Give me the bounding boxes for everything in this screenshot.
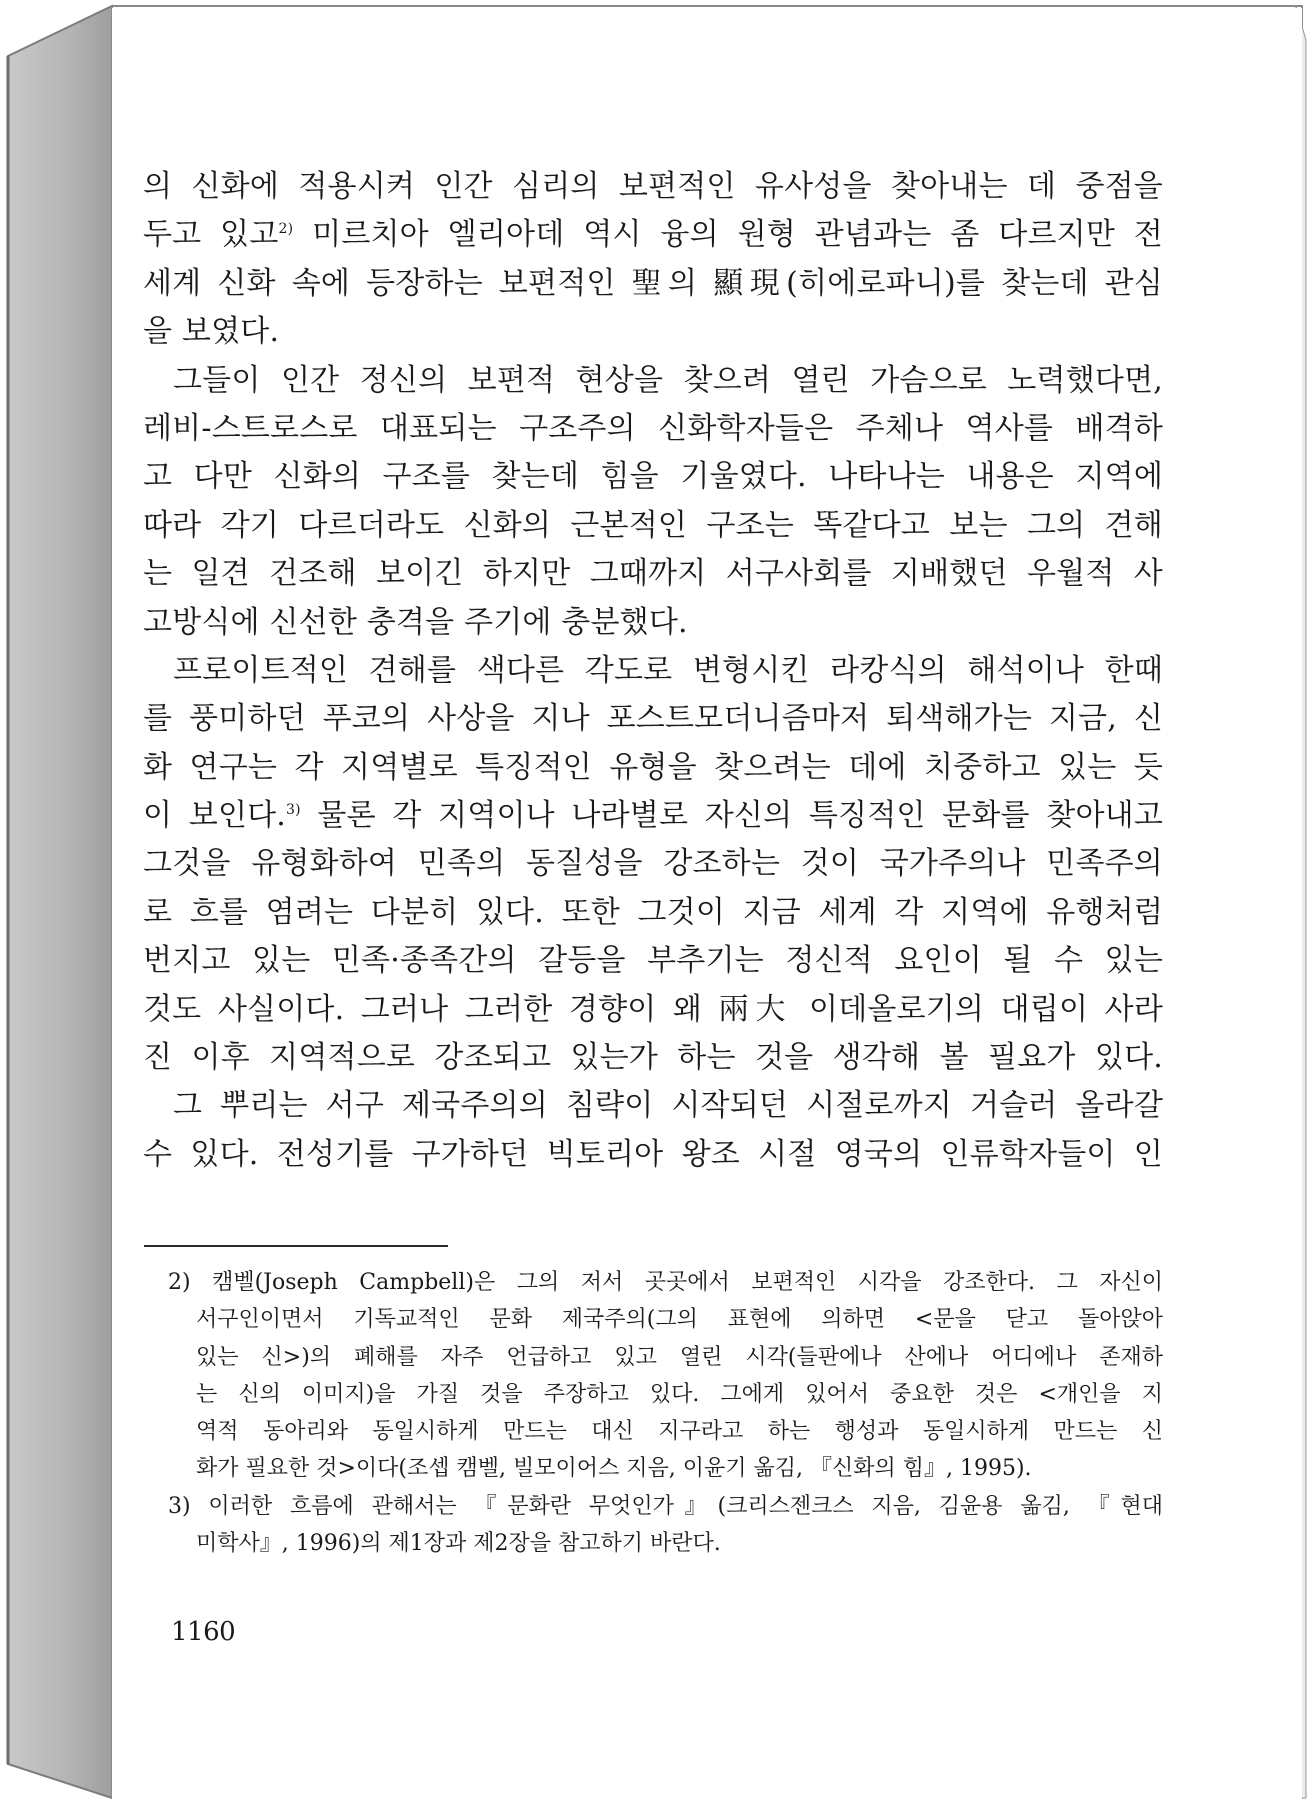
body-line (143, 260, 1163, 308)
body-line (143, 599, 1163, 647)
body-line (143, 1131, 1163, 1179)
body-line (143, 1082, 1163, 1130)
body-line-text: 는 일견 건조해 보이긴 하지만 그때까지 서구사회를 지배했던 우월적 사 (143, 556, 1163, 592)
body-line-text: 의 신화에 적용시켜 인간 심리의 보편적인 유사성을 찾아내는 데 중점을 (143, 169, 1163, 204)
body-line-text: 그들이 인간 정신의 보편적 현상을 찾으려 열린 가슴으로 노력했다면, (173, 362, 1163, 398)
body-line (143, 647, 1163, 695)
body-line-text: 수 있다. 전성기를 구가하던 빅토리아 왕조 시절 영국의 인류학자들이 인 (143, 1136, 1163, 1172)
body-line (143, 308, 1163, 356)
body-line (143, 695, 1163, 743)
body-line-text: 물론 각 지역이나 나라별로 자신의 특징적인 문화를 찾아내고 (300, 798, 1163, 834)
body-line-text: 미르치아 엘리아데 역시 융의 원형 관념과는 좀 다르지만 전 (293, 217, 1163, 253)
body-line (143, 792, 1163, 840)
body-line (143, 357, 1163, 405)
body-line-text: 레비-스트로스로 대표되는 구조주의 신화학자들은 주체나 역사를 배격하 (143, 410, 1163, 446)
page-number: 1160 (171, 1617, 236, 1647)
body-line (143, 744, 1163, 792)
body-line-text: 로 흐를 염려는 다분히 있다. 또한 그것이 지금 세계 각 지역에 유행처럼 (143, 894, 1163, 930)
footnote-line: 미학사』, 1996)의 제1장과 제2장을 참고하기 바란다. (196, 1531, 721, 1557)
footnote-line: 있는 신>)의 폐해를 자주 언급하고 있고 열린 시각(들판에나 산에나 어디에나 존재하 (196, 1344, 1163, 1370)
body-line-text: 두고 있고 (143, 217, 279, 253)
body-line-text: 그것을 유형화하여 민족의 동질성을 강조하는 것이 국가주의나 민족주의 (143, 846, 1163, 882)
body-text (143, 163, 1163, 1179)
body-line (143, 889, 1163, 937)
body-line (143, 453, 1163, 501)
footnote-reference: 3) (286, 802, 301, 819)
footnote-divider (144, 1245, 448, 1247)
body-line (143, 550, 1163, 598)
footnote-line: 화가 필요한 것>이다(조셉 캠벨, 빌모이어스 지음, 이윤기 옮김, 『신화의 힘』, 1995). (196, 1456, 1032, 1482)
footnote-line: 역적 동아리와 동일시하게 만드는 대신 지구라고 하는 행성과 동일시하게 만드는 신 (196, 1419, 1163, 1445)
footnote-line: 는 신의 이미지)을 가질 것을 주장하고 있다. 그에게 있어서 중요한 것은 <개인을 지 (196, 1381, 1163, 1407)
body-line (143, 163, 1163, 211)
footnotes (168, 1264, 1163, 1562)
footnote-line: 3) 이러한 흐름에 관해서는 『문화란 무엇인가』(크리스젠크스 지음, 김윤용 옮김, 『현대 (168, 1493, 1163, 1519)
body-line (143, 937, 1163, 985)
body-line (143, 1034, 1163, 1082)
body-line (143, 211, 1163, 259)
body-line-text: 진 이후 지역적으로 강조되고 있는가 하는 것을 생각해 볼 필요가 있다. (143, 1040, 1163, 1076)
body-line-text: 따라 각기 다르더라도 신화의 근본적인 구조는 똑같다고 보는 그의 견해 (143, 507, 1163, 543)
body-line-text: 고방식에 신선한 충격을 주기에 충분했다. (143, 604, 688, 640)
body-line (143, 986, 1163, 1034)
body-line (143, 840, 1163, 888)
footnote-line: 서구인이면서 기독교적인 문화 제국주의(그의 표현에 의하면 <문을 닫고 돌아앉아 (196, 1307, 1163, 1333)
body-line (143, 502, 1163, 550)
body-line-text: 고 다만 신화의 구조를 찾는데 힘을 기울였다. 나타나는 내용은 지역에 (143, 459, 1163, 495)
body-line-text: 세계 신화 속에 등장하는 보편적인 聖의 顯現(히에로파니)를 찾는데 관심 (143, 265, 1163, 301)
footnote-line: 2) 캠벨(Joseph Campbell)은 그의 저서 곳곳에서 보편적인 시각을 강조한다. 그 자신이 (168, 1270, 1163, 1295)
body-line-text: 를 풍미하던 푸코의 사상을 지나 포스트모더니즘마저 퇴색해가는 지금, 신 (143, 701, 1163, 737)
footnote-reference: 2) (278, 221, 294, 238)
body-line-text: 이 보인다. (143, 798, 287, 834)
body-line-text: 프로이트적인 견해를 색다른 각도로 변형시킨 라캉식의 해석이나 한때 (173, 652, 1163, 688)
body-line-text: 것도 사실이다. 그러나 그러한 경향이 왜 兩大 이데올로기의 대립이 사라 (143, 991, 1163, 1027)
body-line-text: 그 뿌리는 서구 제국주의의 침략이 시작되던 시절로까지 거슬러 올라갈 (173, 1088, 1163, 1124)
body-line-text: 번지고 있는 민족·종족간의 갈등을 부추기는 정신적 요인이 될 수 있는 (143, 943, 1163, 979)
body-line (143, 405, 1163, 453)
body-line-text: 화 연구는 각 지역별로 특징적인 유형을 찾으려는 데에 치중하고 있는 듯 (143, 749, 1163, 785)
body-line-text: 을 보였다. (143, 314, 280, 350)
